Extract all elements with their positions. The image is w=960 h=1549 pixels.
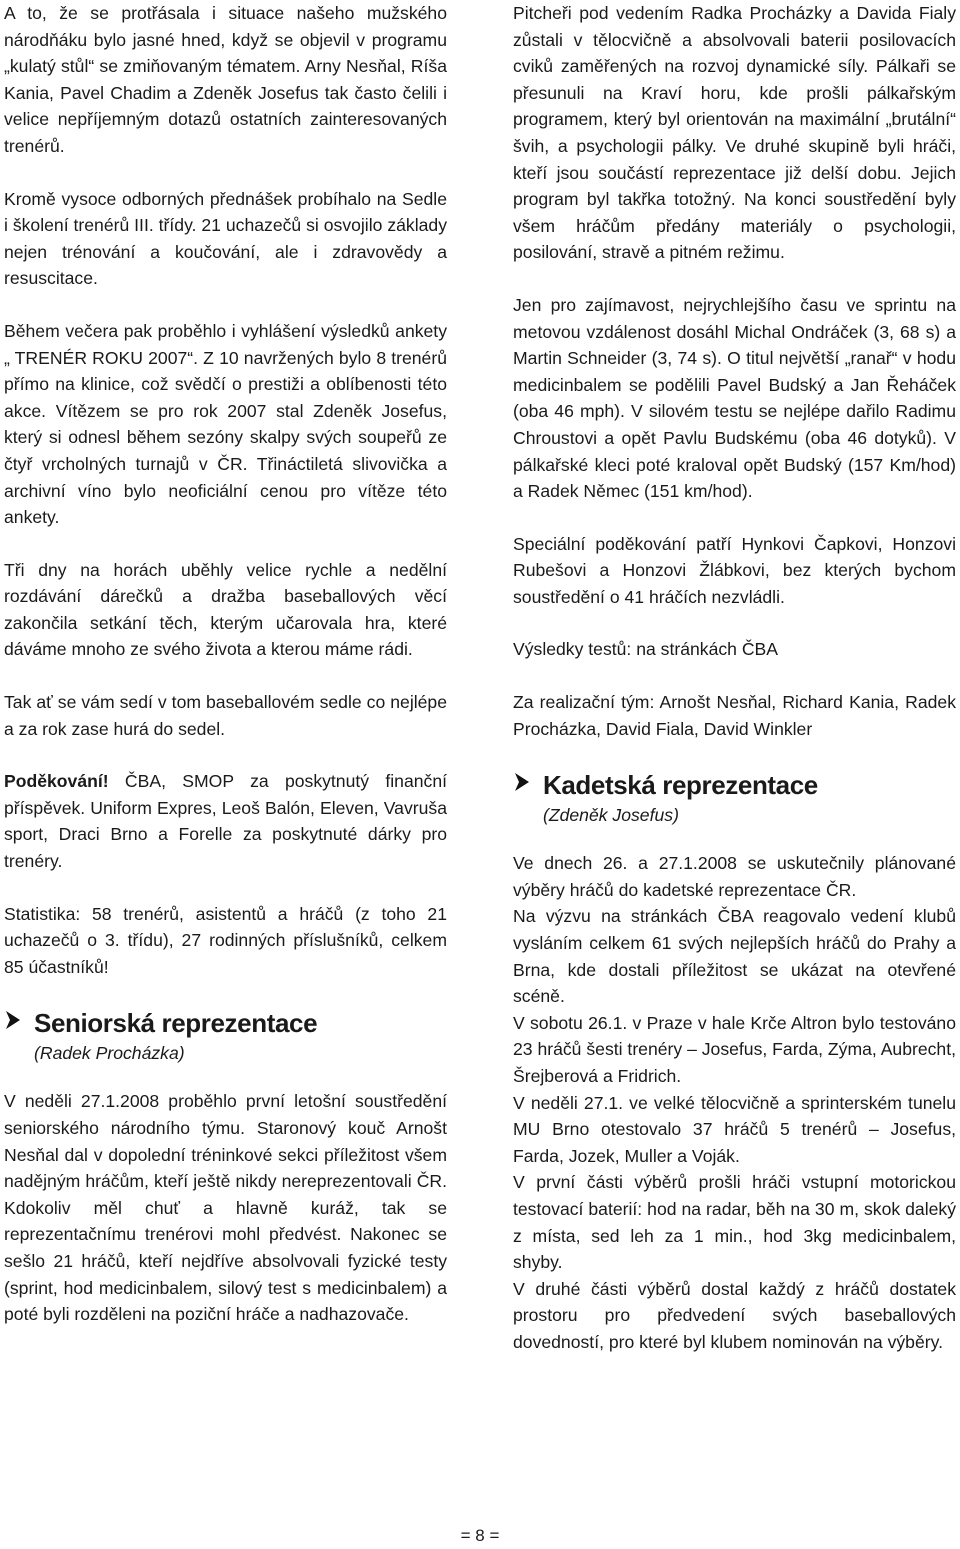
section-heading-senior xyxy=(4,1006,447,1066)
paragraph-senior-camp: V neděli 27.1.2008 proběhlo první letošní soustředění seniorského národního týmu. Staronový kouč Arnošt Nesňal dal v dopolední tréninkové sekci příležitost všem nadějným hráčům, kteří ještě nikdy nereprezentovali ČR. Kdokoliv měl chuť a hlavně kuráž, tak se reprezentačnímu trenérovi mohl předvést. Nakonec se sešlo 21 hráčů, kteří nejdříve absolvovali fyzické testy (sprint, hod medicinbalem, silový test s medicinbalem) a poté byli rozděleni na poziční hráče a nadhazovače. xyxy=(4,1091,447,1325)
paragraph-cadet-skills: V druhé části výběrů dostal každý z hráčů dostatek prostoru pro předvedení svých baseballových dovedností, pro které byl klubem nominován na výběry. xyxy=(513,1278,956,1352)
paragraph-thanks xyxy=(4,768,447,874)
paragraph-cadet-tests: V první části výběrů prošli hráči vstupní motorickou testovací baterií: hod na radar, běh na 30 m, skok daleký z místa, sed leh za 1 min., hod 3kg medicinbalem, shyby. xyxy=(513,1172,956,1273)
paragraph-test-results: Výsledky testů: na stránkách ČBA xyxy=(513,639,779,660)
paragraph-team: Za realizační tým: Arnošt Nesňal, Richard Kania, Radek Procházka, David Fiala, David Winkler xyxy=(513,692,956,739)
section-heading-cadet xyxy=(513,768,956,828)
paragraph-coach-training: Kromě vysoce odborných přednášek probíhalo na Sedle i školení trenérů III. třídy. 21 uchazečů si osvojilo základy nejen trénování a koučování, ale i zdravovědy a resuscitace. xyxy=(4,188,447,289)
thanks-text: ČBA, SMOP za poskytnutý finanční příspěvek. Uniform Expres, Leoš Balón, Eleven, Vavruša sport, Draci Brno a Forelle za poskytnuté dárky pro trenéry. xyxy=(4,771,447,872)
section-title: Seniorská reprezentace xyxy=(34,1008,318,1039)
paragraph-coach-of-year: Během večera pak proběhlo i vyhlášení výsledků ankety „ TRENÉR ROKU 2007“. Z 10 navržených bylo 8 trenérů přímo na klinice, což svědčí o prestiži a oblíbenosti této akce. Vítězem se pro rok 2007 stal Zdeněk Josefus, který si odnesl během sezóny skalpy svých soupeřů ze čtyř vrcholných turnajů v ČR. Třináctiletá slivovička a archivní víno bylo neoficiální cenou pro vítěze této ankety. xyxy=(4,320,447,528)
left-column xyxy=(4,0,447,1354)
paragraph-cadet-call: Na výzvu na stránkách ČBA reagovalo vedení klubů vysláním celkem 61 svých nejlepších hráčů do Prahy a Brna, kde dostali příležitost se ukázat na otevřené scéně. xyxy=(513,906,956,1007)
paragraph-cadet-dates: Ve dnech 26. a 27.1.2008 se uskutečnily plánované výběry hráčů do kadetské reprezentace ČR. xyxy=(513,853,956,900)
paragraph-results: Jen pro zajímavost, nejrychlejšího času ve sprintu na metovou vzdálenost dosáhl Michal Ondráček (3, 68 s) a Martin Schneider (3, 74 s). O titul největší „ranař“ v hodu medicinbalem se podělili Pavel Budský a Jan Řeháček (oba 46 mph). V silovém testu se nejlépe dařilo Radimu Chroustovi a opět Pavlu Budskému (oba 46 dotyků). V pálkařské kleci poté kraloval opět Budský (157 Km/hod) a Radek Němec (151 km/hod). xyxy=(513,294,956,502)
section-author: (Zdeněk Josefus) xyxy=(543,805,679,826)
paragraph-pitchers: Pitcheři pod vedením Radka Procházky a Davida Fialy zůstali v tělocvičně a absolvovali baterii posilovacích cviků zaměřených na rozvoj dynamické síly. Pálkaři se přesunuli na Kraví horu, kde prošli pálkařským programem, který byl orientován na maximální „brutální“ švih, a psychologii pálky. Ve druhé skupině byli hráči, kteří jsou součástí reprezentace již delší dobu. Jejich program byl takřka totožný. Na konci soustředění byly všem hráčům předány materiály o psychologii, posilování, stravě a pitném režimu. xyxy=(513,3,956,263)
paragraph-cadet-brno: V neděli 27.1. ve velké tělocvičně a sprinterském tunelu MU Brno otestovalo 37 hráčů 5 trenérů – Josefus, Farda, Jozek, Muller a Voják. xyxy=(513,1092,956,1166)
thanks-label: Poděkování! xyxy=(4,771,109,792)
section-author: (Radek Procházka) xyxy=(34,1043,185,1064)
arrow-bullet-icon xyxy=(513,768,543,803)
section-title: Kadetská reprezentace xyxy=(543,770,818,801)
paragraph-farewell: Tak ať se vám sedí v tom baseballovém sedle co nejlépe a za rok zase hurá do sedel. xyxy=(4,692,447,739)
paragraph-round-table: A to, že se protřásala i situace našeho mužského národňáku bylo jasné hned, když se objevil v programu „kulatý stůl“ se zmiňovaným tématem. Arny Nesňal, Ríša Kania, Pavel Chadim a Zdeněk Josefus tak často čelili i velice nepříjemným dotazů ostatních zainteresovaných trenérů. xyxy=(4,3,447,156)
paragraph-special-thanks: Speciální poděkování patří Hynkovi Čapkovi, Honzovi Rubešovi a Honzovi Žlábkovi, bez kterých bychom soustředění o 41 hráčích nezvládli. xyxy=(513,533,956,607)
paragraph-closing: Tři dny na horách uběhly velice rychle a nedělní rozdávání dárečků a dražba baseballových věcí zakončila setkání těch, kterým učarovala hra, které dáváme mnoho ze svého života a kterou máme rádi. xyxy=(4,559,447,660)
paragraph-cadet-prague: V sobotu 26.1. v Praze v hale Krče Altron bylo testováno 23 hráčů šesti trenéry – Josefus, Farda, Zýma, Aubrecht, Šrejberová a Fridrich. xyxy=(513,1012,956,1086)
paragraph-statistics: Statistika: 58 trenérů, asistentů a hráčů (z toho 21 uchazečů o 3. třídu), 27 rodinných příslušníků, celkem 85 účastníků! xyxy=(4,903,447,977)
page-number: = 8 = xyxy=(460,1526,500,1545)
right-column xyxy=(513,0,956,1356)
arrow-bullet-icon xyxy=(4,1006,34,1041)
